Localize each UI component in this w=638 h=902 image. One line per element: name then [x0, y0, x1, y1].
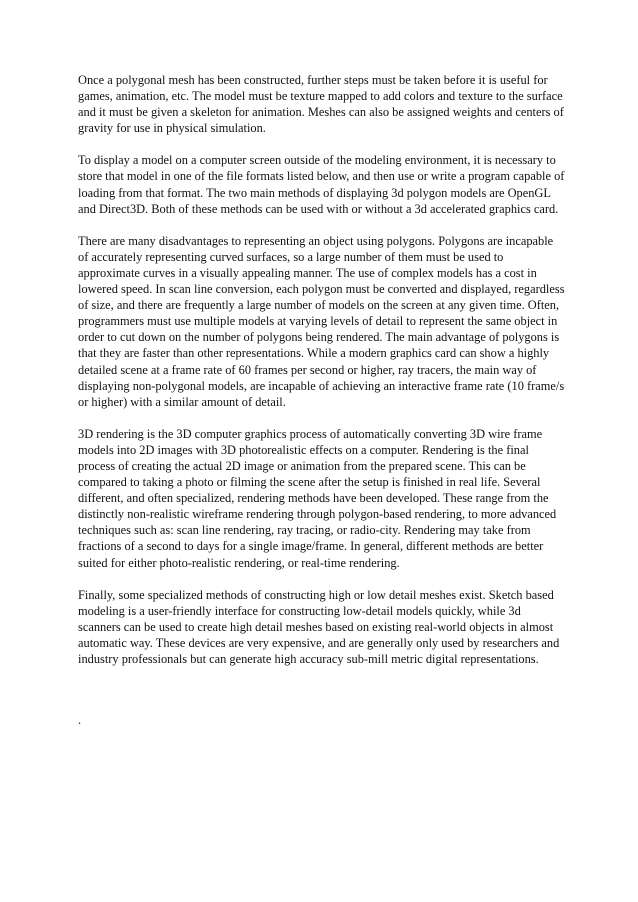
- paragraph-specialized-methods: Finally, some specialized methods of constructing high or low detail meshes exist. Sketch based modeling is a user-friendly interface for constructing low-detail models quickly, while 3d scanners can be used to create high detail meshes based on existing real-world objects in almost automatic way. These devices are very expensive, and are generally only used by researchers and industry professionals but can generate high accuracy sub-mill metric digital representations.: [78, 587, 560, 666]
- paragraph-display-formats: To display a model on a computer screen outside of the modeling environment, it is necessary to store that model in one of the file formats listed below, and then use or write a program capable of loading from that format. The two main methods of displaying 3d polygon models are OpenGL and Direct3D. Both of these methods can be used with or without a 3d accelerated graphics card.: [78, 153, 565, 216]
- paragraph-mesh-finishing: Once a polygonal mesh has been constructed, further steps must be taken before it is useful for games, animation, etc. The model must be texture mapped to add colors and texture to the surface and it must be given a skeleton for animation. Meshes can also be assigned weights and centers of gravity for use in physical simulation.: [78, 73, 564, 136]
- document-body: [78, 72, 565, 683]
- paragraph-polygon-disadvantages: There are many disadvantages to representing an object using polygons. Polygons are incapable of accurately representing curved surfaces, so a large number of them must be used to approximate curves in a visually appealing manner. The use of complex models has a cost in lowered speed. In scan line conversion, each polygon must be converted and displayed, regardless of size, and there are frequently a large number of models on the screen at any given time. Often, programmers must use multiple models at varying levels of detail to represent the same object in order to cut down on the number of polygons being rendered. The main advantage of polygons is that they are faster than other representations. While a modern graphics card can show a highly detailed scene at a frame rate of 60 frames per second or higher, ray tracers, the main way of displaying non-polygonal models, are incapable of achieving an interactive frame rate (10 frame/s or higher) with a similar amount of detail.: [78, 233, 565, 409]
- trailing-period: .: [78, 713, 82, 727]
- paragraph-3d-rendering: 3D rendering is the 3D computer graphics process of automatically converting 3D wire frame models into 2D images with 3D photorealistic effects on a computer. Rendering is the final process of creating the actual 2D image or animation from the prepared scene. This can be compared to taking a photo or filming the scene after the setup is finished in real life. Several different, and often specialized, rendering methods have been developed. These range from the distinctly non-realistic wireframe rendering through polygon-based rendering, to more advanced techniques such as: scan line rendering, ray tracing, or radio-city. Rendering may take from fractions of a second to days for a single image/frame. In general, different methods are better suited for either photo-realistic rendering, or real-time rendering.: [78, 426, 557, 570]
